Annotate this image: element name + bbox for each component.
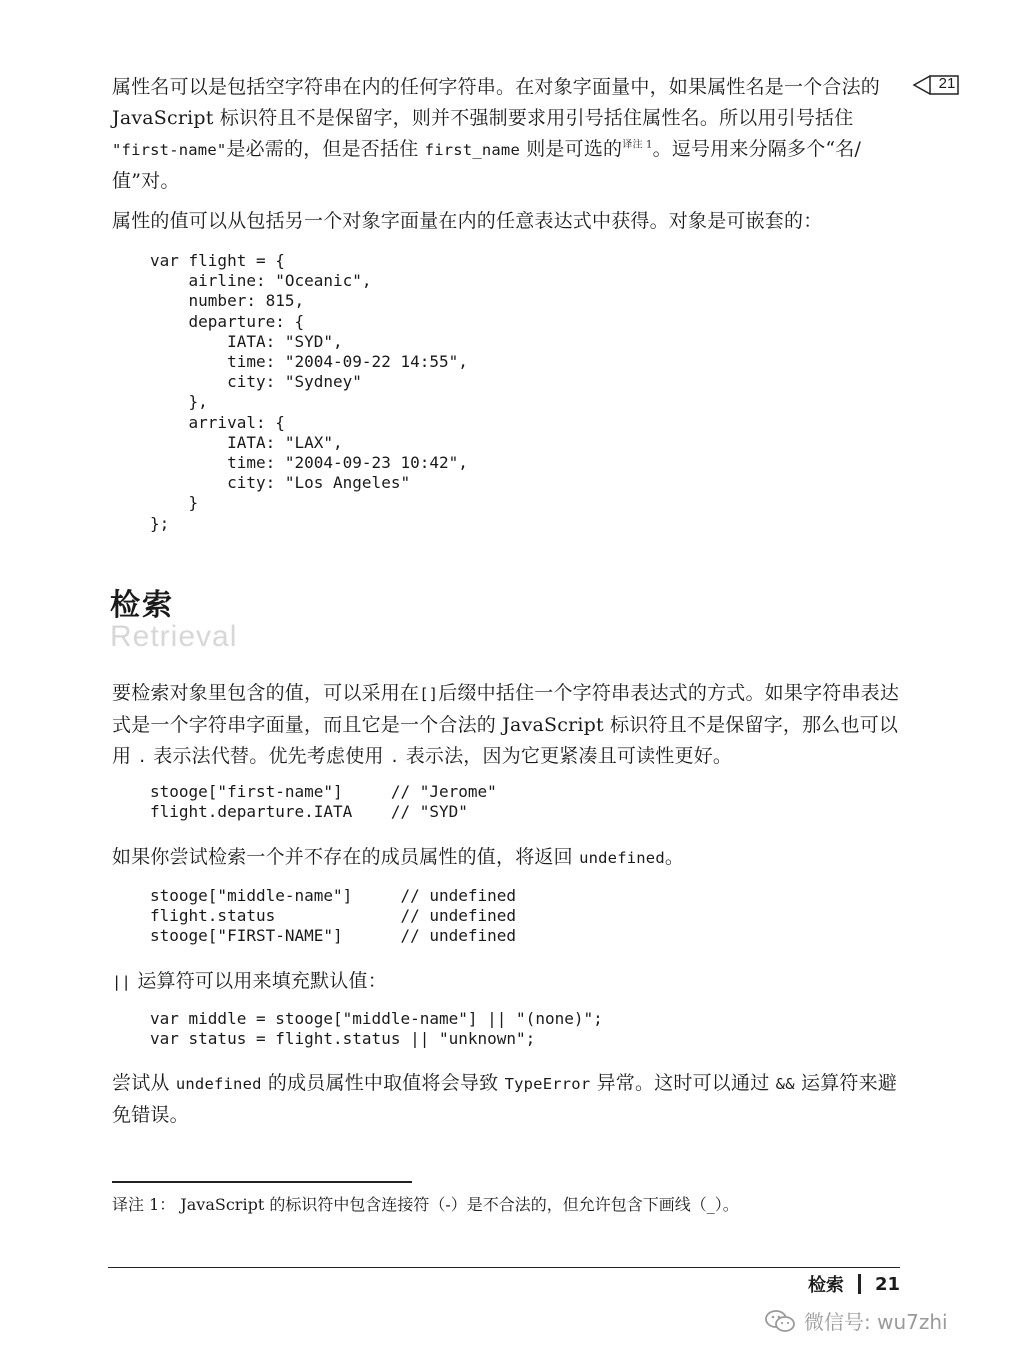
inline-code: undefined (579, 849, 665, 867)
inline-code: first_name (424, 141, 520, 159)
footer-divider (108, 1267, 900, 1268)
text-run: 尝试从 (112, 1072, 170, 1094)
text-run: 异常。这时可以通过 (596, 1072, 770, 1094)
inline-code: [] (419, 685, 439, 703)
text-run: 则是可选的 (526, 138, 623, 160)
text-run: 表示法代替。优先考虑使用 (153, 745, 384, 767)
wechat-icon (764, 1308, 796, 1334)
text-run: 运算符可以用来填充默认值： (137, 970, 387, 992)
footer-page-number: 21 (874, 1273, 900, 1295)
page-number-tab (912, 74, 960, 96)
watermark (764, 1306, 948, 1335)
inline-code: || (112, 973, 132, 991)
text-run: 后缀中括住一个字符串表达式的方式。如果字符串表达式是一个字符串字面量，而且它是一个合法的 JavaScript 标识符且不是保留字，那么也可以用 (112, 682, 900, 767)
footer-section: 检索 (807, 1275, 844, 1296)
text-run: 是必需的，但是否括住 (226, 138, 419, 160)
inline-code: undefined (175, 1075, 262, 1093)
text-run: 的成员属性中取值将会导致 (267, 1072, 499, 1094)
footnote-ref[interactable]: 译注 1 (622, 139, 653, 151)
inline-code: && (775, 1075, 795, 1093)
page-number: 21 (938, 75, 956, 92)
code-block-undefined: stooge["middle-name"] // undefined flight.status // undefined stooge["FIRST-NAME"] // undefined (150, 886, 517, 946)
section-heading: 检索 (110, 588, 174, 623)
watermark-text: 微信号: wu7zhi (804, 1310, 948, 1334)
text-run: 。逗号用来分隔多个“名/值”对。 (112, 138, 862, 192)
inline-code: . (137, 748, 147, 766)
paragraph-typeerror (112, 1068, 902, 1131)
text-run: 表示法，因为它更紧凑且可读性更好。 (405, 745, 733, 767)
text-run: 。 (664, 846, 685, 868)
inline-code: TypeError (504, 1075, 591, 1093)
page-footer (808, 1271, 900, 1297)
text-run: 属性名可以是包括空字符串在内的任何字符串。在对象字面量中，如果属性名是一个合法的 JavaScript 标识符且不是保留字，则并不强制要求用引号括住属性名。所以用引号括住 (112, 76, 881, 129)
footer-bar-icon (858, 1274, 861, 1294)
text-run: 如果你尝试检索一个并不存在的成员属性的值，将返回 (112, 846, 573, 868)
paragraph-retrieval (112, 678, 902, 773)
inline-code: "first-name" (112, 141, 227, 159)
code-block-retrieve: stooge["first-name"] // "Jerome" flight.departure.IATA // "SYD" (150, 782, 497, 822)
paragraph-nested-values: 属性的值可以从包括另一个对象字面量在内的任意表达式中获得。对象是可嵌套的： (112, 210, 823, 232)
footnote: 译注 1： JavaScript 的标识符中包含连接符（-）是不合法的，但允许包含下画线（_）。 (112, 1195, 739, 1214)
code-block-default: var middle = stooge["middle-name"] || "(none)"; var status = flight.status || "unknown"; (150, 1009, 603, 1049)
paragraph-default-values (112, 966, 902, 998)
text-run: 运算符来避免错误。 (112, 1072, 898, 1126)
text-run: 要检索对象里包含的值，可以采用在 (112, 682, 420, 704)
code-block-flight: var flight = { airline: "Oceanic", number: 815, departure: { IATA: "SYD", time: "2004-09-22 14:55", city: "Sydney" }, arrival: { IATA: "LAX", time: "2004-09-23 10:42", city: "Los Angeles" } }; (150, 251, 468, 533)
paragraph-property-names (112, 72, 902, 197)
section-subheading: Retrieval (110, 620, 238, 653)
inline-code: . (389, 748, 400, 766)
paragraph-undefined (112, 842, 902, 874)
footnote-divider (112, 1181, 412, 1183)
